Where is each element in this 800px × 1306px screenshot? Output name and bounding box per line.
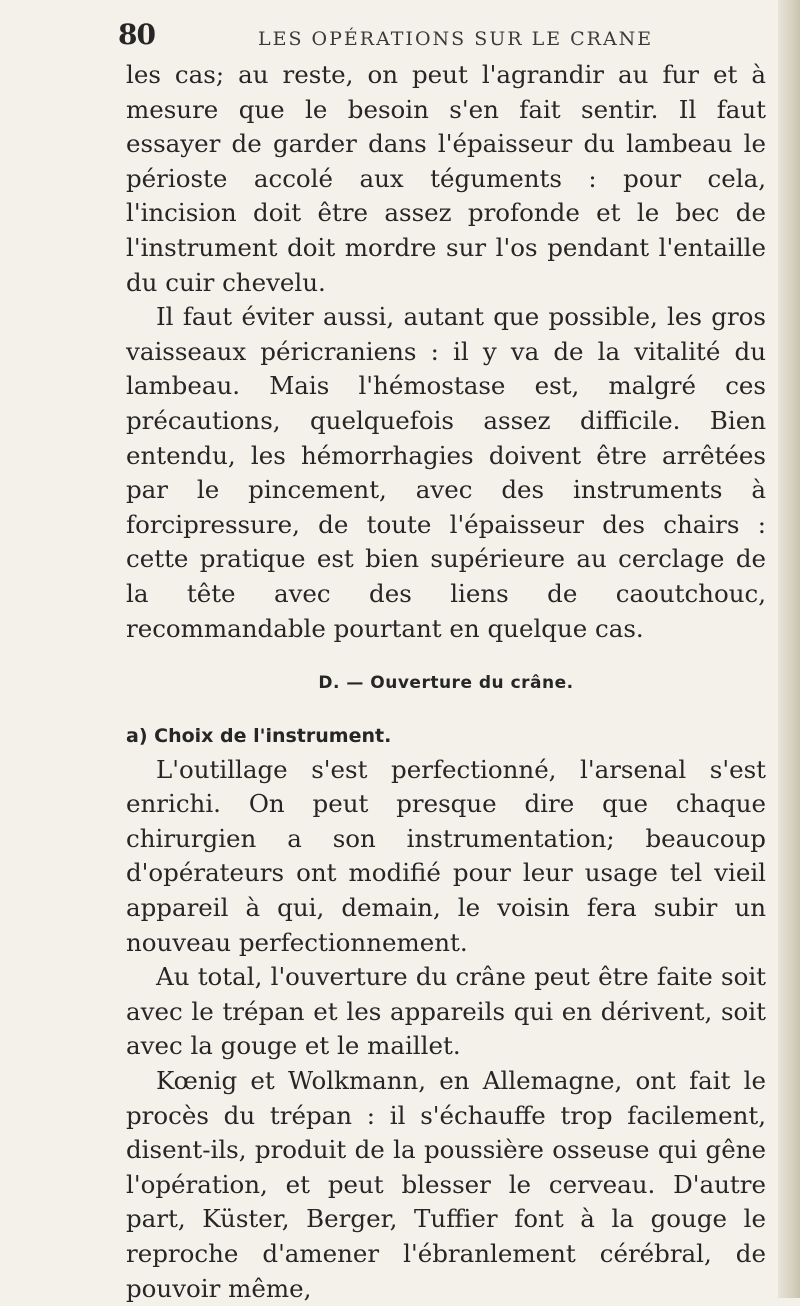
page-body bbox=[126, 58, 766, 1306]
page-edge-shadow bbox=[778, 0, 800, 1298]
page-header bbox=[118, 18, 758, 58]
page-number: 80 bbox=[118, 18, 155, 51]
paragraph-1: les cas; au reste, on peut l'agrandir au fur et à mesure que le besoin s'en fait sentir. Il faut essayer de garder dans l'épaisseur du lambeau le périoste accolé aux téguments : pour cela, l'incision doit être assez profonde et le bec de l'instrument doit mordre sur l'os pendant l'entaille du cuir chevelu. bbox=[126, 60, 766, 297]
running-head: LES OPÉRATIONS SUR LE CRANE bbox=[258, 28, 654, 50]
subheading: a) Choix de l'instrument. bbox=[126, 724, 392, 747]
paragraph-4: Au total, l'ouverture du crâne peut être faite soit avec le trépan et les appareils qui en dérivent, soit avec la gouge et le maillet. bbox=[126, 962, 766, 1061]
paragraph-3: L'outillage s'est perfectionné, l'arsenal s'est enrichi. On peut presque dire que chaque chirurgien a son instrumentation; beaucoup d'opérateurs ont modifié pour leur usage tel vieil appareil à qui, demain, le voisin fera subir un nouveau perfectionnement. bbox=[126, 754, 766, 957]
section-title: D. — Ouverture du crâne. bbox=[318, 673, 574, 694]
paragraph-2: Il faut éviter aussi, autant que possible, les gros vaisseaux péricraniens : il y va de la vitalité du lambeau. Mais l'hémostase est, malgré ces précautions, quelquefois assez difficile. Bien entendu, les hémorrhagies doivent être arrêtées par le pincement, avec des instruments à forcipressure, de toute l'épaisseur des chairs : cette pratique est bien supérieure au cerclage de la tête avec des liens de caoutchouc, recommandable pourtant en quelque cas. bbox=[126, 302, 766, 643]
paragraph-5: Kœnig et Wolkmann, en Allemagne, ont fait le procès du trépan : il s'échauffe trop facilement, disent-ils, produit de la poussière osseuse qui gêne l'opération, et peut blesser le cerveau. D'autre part, Küster, Berger, Tuffier font à la gouge le reproche d'amener l'ébranlement cérébral, de pouvoir même, bbox=[126, 1066, 766, 1303]
